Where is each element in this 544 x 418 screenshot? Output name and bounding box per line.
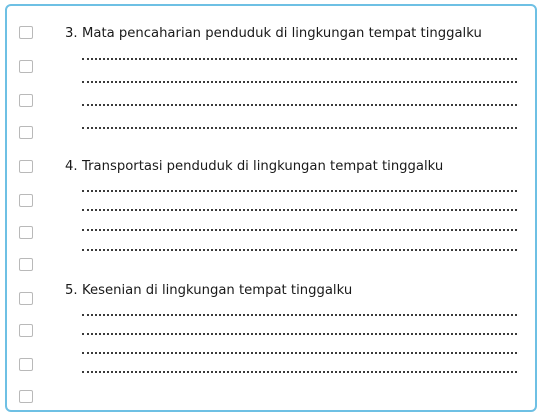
binder-hole (19, 390, 33, 403)
answer-line[interactable] (82, 371, 517, 373)
answer-line[interactable] (82, 209, 517, 211)
answer-line[interactable] (82, 333, 517, 335)
worksheet-card (5, 4, 537, 412)
answer-line[interactable] (82, 127, 517, 129)
binder-holes (0, 0, 60, 418)
answer-line[interactable] (82, 249, 517, 251)
binder-hole (19, 26, 33, 39)
answer-line[interactable] (82, 314, 517, 316)
binder-hole (19, 94, 33, 107)
question-4 (65, 159, 443, 174)
binder-hole (19, 324, 33, 337)
binder-hole (19, 126, 33, 139)
question-text: Transportasi penduduk di lingkungan tempat tinggalku (82, 159, 444, 174)
binder-hole (19, 292, 33, 305)
question-5 (65, 283, 352, 298)
question-3 (65, 26, 482, 41)
answer-line[interactable] (82, 104, 517, 106)
binder-hole (19, 160, 33, 173)
binder-hole (19, 194, 33, 207)
question-text: Kesenian di lingkungan tempat tinggalku (82, 283, 353, 298)
question-text: Mata pencaharian penduduk di lingkungan tempat tinggalku (82, 26, 482, 41)
question-number: 5. (65, 283, 78, 298)
binder-hole (19, 358, 33, 371)
answer-line[interactable] (82, 229, 517, 231)
binder-hole (19, 60, 33, 73)
answer-line[interactable] (82, 58, 517, 60)
question-number: 4. (65, 159, 78, 174)
question-number: 3. (65, 26, 78, 41)
binder-hole (19, 226, 33, 239)
binder-hole (19, 258, 33, 271)
answer-line[interactable] (82, 81, 517, 83)
answer-line[interactable] (82, 190, 517, 192)
answer-line[interactable] (82, 352, 517, 354)
